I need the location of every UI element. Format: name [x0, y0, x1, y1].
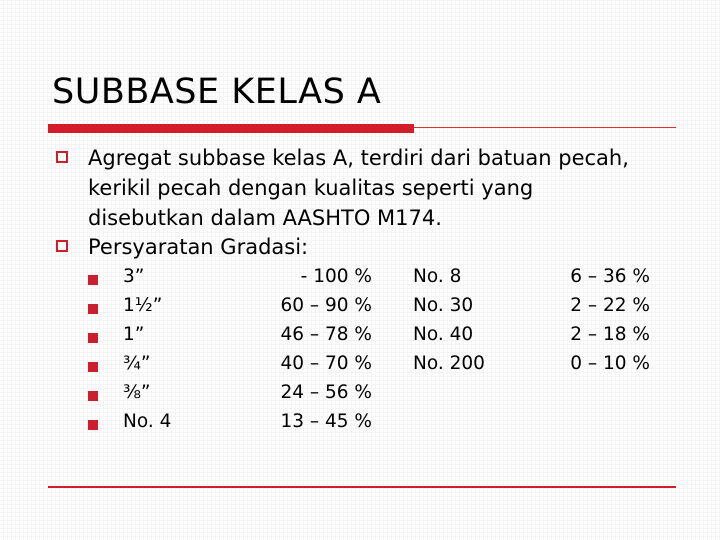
sieve-size: No. 4: [123, 411, 172, 432]
sieve-size: ⅜”: [123, 382, 151, 403]
filled-square-icon: [88, 275, 98, 285]
passing-range: 2 – 22 %: [570, 295, 650, 316]
slide-title: SUBBASE KELAS A: [52, 72, 382, 112]
bullet-text: Persyaratan Gradasi:: [88, 235, 309, 259]
filled-square-icon: [88, 304, 98, 314]
passing-range: 46 – 78 %: [280, 324, 372, 345]
filled-square-icon: [88, 333, 98, 343]
sieve-size: ¾”: [123, 353, 151, 374]
passing-range: 6 – 36 %: [570, 266, 650, 287]
sieve-size: 1½”: [123, 295, 163, 316]
sieve-size: No. 200: [413, 353, 485, 374]
sieve-size: No. 40: [413, 324, 474, 345]
hollow-square-icon: [56, 240, 68, 252]
passing-range: - 100 %: [300, 266, 372, 287]
passing-range: 0 – 10 %: [570, 353, 650, 374]
filled-square-icon: [88, 391, 98, 401]
passing-range: 2 – 18 %: [570, 324, 650, 345]
bullet-text: Agregat subbase kelas A, terdiri dari batuan pecah, kerikil pecah dengan kualitas seperti yang disebutkan dalam AASHTO M174.: [88, 146, 629, 230]
filled-square-icon: [88, 362, 98, 372]
passing-range: 24 – 56 %: [280, 382, 372, 403]
passing-range: 60 – 90 %: [280, 295, 372, 316]
hollow-square-icon: [56, 151, 68, 163]
title-underline-thick: [48, 124, 414, 133]
title-underline: [48, 124, 676, 133]
sieve-size: No. 30: [413, 295, 474, 316]
footer-divider: [48, 486, 676, 488]
sieve-size: 1”: [123, 324, 145, 345]
passing-range: 13 – 45 %: [280, 411, 372, 432]
sieve-size: 3”: [123, 266, 145, 287]
sieve-size: No. 8: [413, 266, 462, 287]
passing-range: 40 – 70 %: [280, 353, 372, 374]
filled-square-icon: [88, 420, 98, 430]
